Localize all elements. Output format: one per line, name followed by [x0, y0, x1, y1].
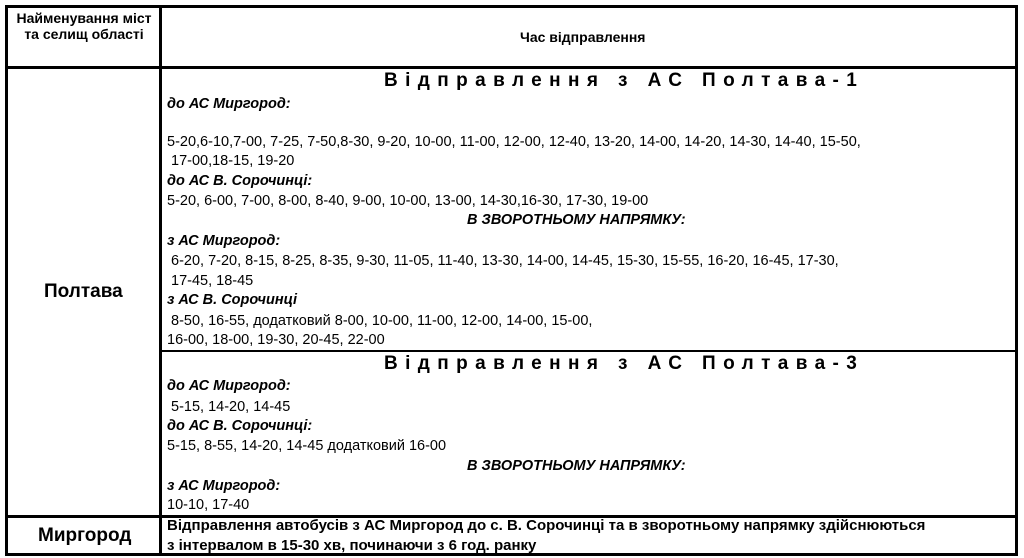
label-reverse-direction: В ЗВОРОТНЬОМУ НАПРЯМКУ: [467, 212, 686, 228]
column-divider [159, 5, 162, 556]
section-divider [160, 350, 1018, 352]
table-border-right [1015, 5, 1018, 556]
times-to-myrhorod-p3: 5-15, 14-20, 14-45 [171, 399, 291, 415]
times-from-sorochyntsi-1: 8-50, 16-55, додатковий 8-00, 10-00, 11-00, 12-00, 14-00, 15-00, [171, 313, 593, 329]
section-title-poltava-3: Відправлення з АС Полтава-3 [384, 353, 865, 374]
table-border-top [5, 5, 1018, 8]
label-from-myrhorod: з АС Миргород: [167, 233, 281, 249]
times-to-myrhorod-1: 5-20,6-10,7-00, 7-25, 7-50,8-30, 9-20, 10-00, 11-00, 12-00, 12-40, 13-20, 14-00, 14-20, 14-30, 14-40, 15-50, [167, 134, 861, 150]
times-to-sorochyntsi-p3: 5-15, 8-55, 14-20, 14-45 додатковий 16-00 [167, 438, 447, 454]
table-border-left [5, 5, 8, 556]
label-to-myrhorod: до АС Миргород: [167, 96, 291, 112]
times-from-myrhorod-2: 17-45, 18-45 [171, 273, 254, 289]
header-cities-column: Найменування міст та селищ області [16, 10, 152, 42]
myrhorod-note-line-2: з інтервалом в 15-30 хв, починаючи з 6 год. ранку [167, 537, 537, 554]
myrhorod-note-line-1: Відправлення автобусів з АС Миргород до с. В. Сорочинці та в зворотньому напрямку здійснюються [167, 517, 926, 534]
label-to-myrhorod-p3: до АС Миргород: [167, 378, 291, 394]
times-to-sorochyntsi: 5-20, 6-00, 7-00, 8-00, 8-40, 9-00, 10-00, 13-00, 14-30,16-30, 17-30, 19-00 [167, 193, 649, 209]
header-departure-time-column: Час відправлення [520, 29, 646, 45]
city-myrhorod: Миргород [38, 525, 132, 546]
times-from-myrhorod-p3: 10-10, 17-40 [167, 497, 250, 513]
label-to-sorochyntsi-p3: до АС В. Сорочинці: [167, 418, 313, 434]
label-to-sorochyntsi: до АС В. Сорочинці: [167, 173, 313, 189]
header-bottom-border [5, 66, 1018, 69]
label-reverse-direction-p3: В ЗВОРОТНЬОМУ НАПРЯМКУ: [467, 458, 686, 474]
times-to-myrhorod-2: 17-00,18-15, 19-20 [171, 153, 295, 169]
label-from-myrhorod-p3: з АС Миргород: [167, 478, 281, 494]
section-title-poltava-1: Відправлення з АС Полтава-1 [384, 70, 865, 91]
times-from-sorochyntsi-2: 16-00, 18-00, 19-30, 20-45, 22-00 [167, 332, 385, 348]
label-from-sorochyntsi: з АС В. Сорочинці [167, 292, 297, 308]
city-poltava: Полтава [44, 281, 123, 302]
times-from-myrhorod-1: 6-20, 7-20, 8-15, 8-25, 8-35, 9-30, 11-05, 11-40, 13-30, 14-00, 14-45, 15-30, 15-55, 16-20, 16-45, 17-30, [171, 253, 839, 269]
